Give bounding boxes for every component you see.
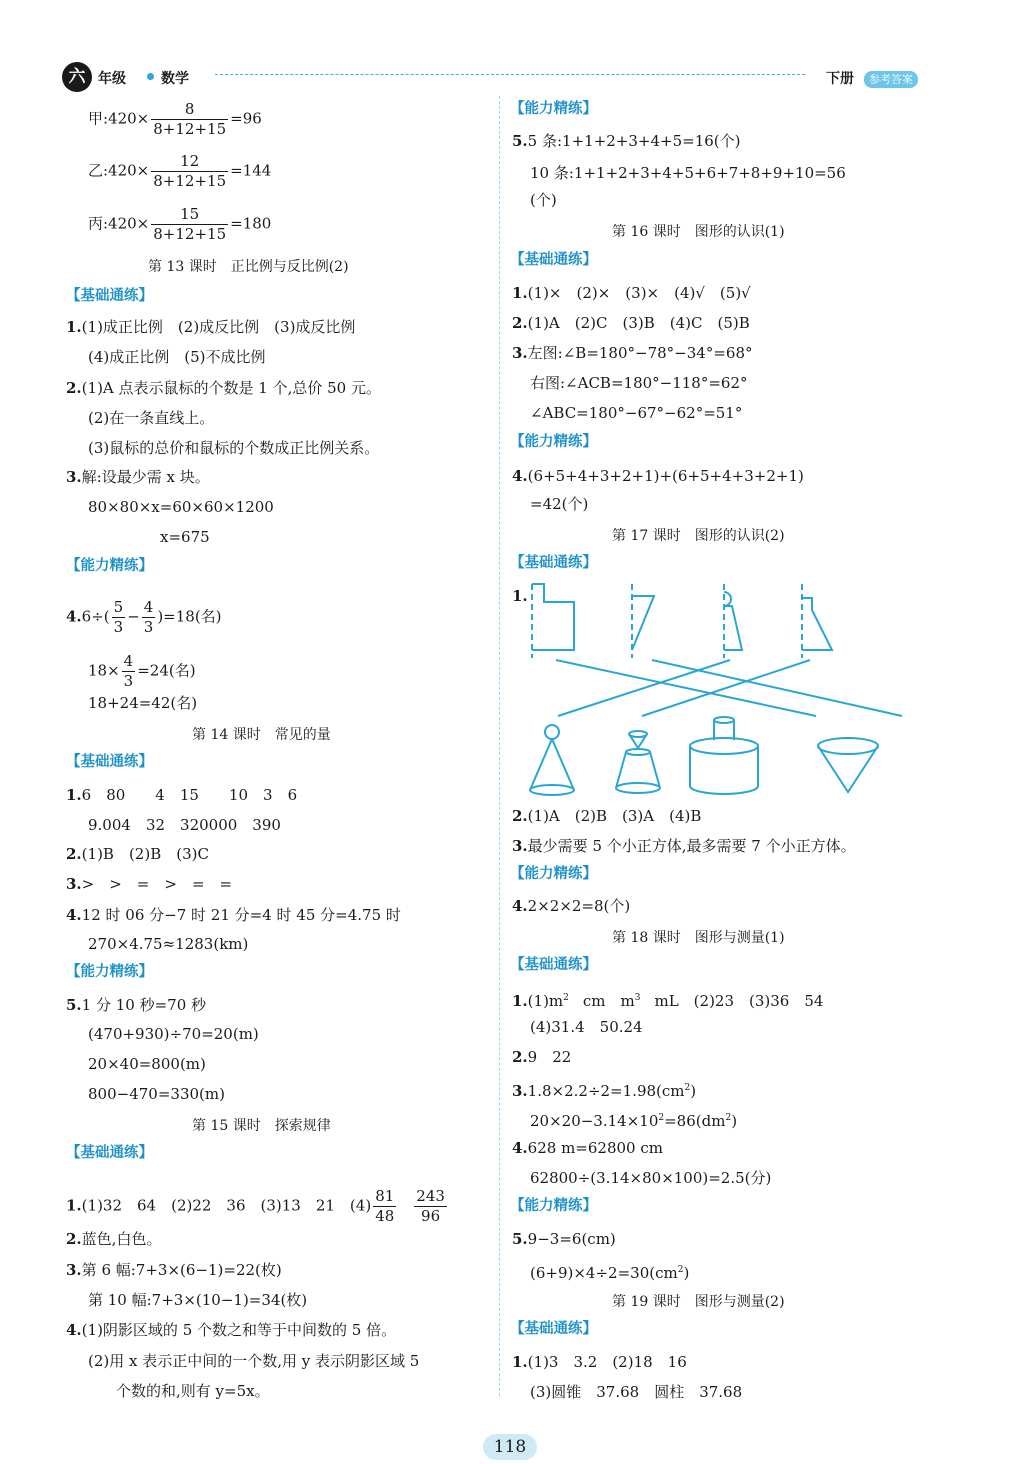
grade-label: 年级 <box>98 71 126 87</box>
answer-text: 蓝色,白色。 <box>81 1230 162 1248</box>
answer-line: 270×4.75≈1283(km) <box>88 935 249 953</box>
expr-prefix: 甲:420× <box>88 109 150 128</box>
item-number: 4. <box>512 467 528 485</box>
lesson-title-17: 第 17 课时 图形的认识(2) <box>612 528 785 544</box>
fraction <box>151 205 228 244</box>
fraction <box>122 652 136 691</box>
frustum-with-cone-solid <box>616 731 660 793</box>
section-basic: 【基础通练】 <box>66 288 153 304</box>
numerator: 8 <box>184 100 195 118</box>
answer-line <box>530 1260 689 1283</box>
answer-text: 最少需要 5 个小正方体,最多需要 7 个小正方体。 <box>527 837 856 855</box>
expr-part: =24(名) <box>137 661 196 680</box>
answer-text: (6+5+4+3+2+1)+(6+5+4+3+2+1) <box>527 467 804 485</box>
answer-text: cm m <box>582 992 635 1010</box>
item-number: 5. <box>512 132 528 150</box>
lesson-title-15: 第 15 课时 探索规律 <box>192 1118 331 1134</box>
superscript: 2 <box>684 1083 691 1093</box>
section-basic: 【基础通练】 <box>510 555 597 571</box>
answer-line: (3)鼠标的总价和鼠标的个数成正比例关系。 <box>88 439 380 457</box>
fraction <box>142 598 156 637</box>
fraction <box>414 1187 447 1226</box>
item-number: 3. <box>66 468 82 486</box>
answer-text: (1)A (2)B (3)A (4)B <box>527 807 702 825</box>
item-number: 2. <box>512 314 528 332</box>
lesson-title-13: 第 13 课时 正比例与反比例(2) <box>148 259 349 275</box>
item-number: 2. <box>512 807 528 825</box>
fraction <box>151 100 228 139</box>
fraction <box>112 598 126 637</box>
answer-text: 20×20−3.14×10 <box>530 1112 659 1130</box>
item-number: 3. <box>512 837 528 855</box>
answer-line <box>512 1138 663 1158</box>
lesson-title-18: 第 18 课时 图形与测量(1) <box>612 930 785 946</box>
answer-line <box>66 467 210 487</box>
answer-text: 9 22 <box>527 1048 572 1066</box>
answer-text: (1)A (2)C (3)B (4)C (5)B <box>527 314 750 332</box>
item-number: 1. <box>66 1196 82 1215</box>
numerator: 243 <box>416 1187 445 1205</box>
answer-text: (1)32 64 (2)22 36 (3)13 21 (4) <box>81 1196 372 1215</box>
numerator: 4 <box>123 652 134 670</box>
section-ability: 【能力精练】 <box>510 866 597 882</box>
answer-line: (4)成正比例 (5)不成比例 <box>88 348 266 366</box>
answer-line: 个数的和,则有 y=5x。 <box>116 1382 270 1400</box>
answer-line <box>66 995 206 1015</box>
volume-label: 下册 <box>826 71 854 87</box>
numerator: 5 <box>113 598 124 616</box>
expr-part: 18× <box>88 661 120 680</box>
answer-line <box>66 905 401 925</box>
item-number: 2. <box>66 379 82 397</box>
item-number: 4. <box>66 1321 82 1339</box>
answer-text: 6 80 4 15 10 3 6 <box>81 786 298 804</box>
answer-text: 628 m=62800 cm <box>527 1139 663 1157</box>
answer-line <box>512 836 856 856</box>
denominator: 3 <box>143 618 154 636</box>
item-number: 4. <box>66 906 82 924</box>
answer-text: (1)成正比例 (2)成反比例 (3)成反比例 <box>81 318 356 336</box>
answer-text: ) <box>690 1082 697 1100</box>
lesson-title-19: 第 19 课时 图形与测量(2) <box>612 1294 785 1310</box>
answer-line <box>66 844 209 864</box>
item-number: 3. <box>512 344 528 362</box>
answer-line: (4)31.4 50.24 <box>530 1018 643 1036</box>
answer-text: (1)A 点表示鼠标的个数是 1 个,总价 50 元。 <box>81 379 381 397</box>
item-number: 4. <box>512 897 528 915</box>
answer-line <box>512 896 630 916</box>
column-divider <box>499 96 500 1396</box>
section-ability: 【能力精练】 <box>66 558 153 574</box>
item-number: 2. <box>66 845 82 863</box>
item-number: 1. <box>512 1353 528 1371</box>
answer-text: (1)阴影区域的 5 个数之和等于中间数的 5 倍。 <box>81 1321 397 1339</box>
half-rectangle-view <box>532 584 574 658</box>
answer-text: ) <box>731 1112 738 1130</box>
half-cone-with-ball-view <box>724 584 742 658</box>
numerator: 12 <box>180 152 200 170</box>
match-line <box>558 660 730 716</box>
expr-part: − <box>127 607 140 626</box>
expr-part: 6÷( <box>81 607 110 626</box>
item-number: 3. <box>66 875 82 893</box>
superscript: 2 <box>677 1265 684 1275</box>
answer-text: 第 6 幅:7+3×(6−1)=22(枚) <box>81 1261 282 1279</box>
answer-line <box>66 785 297 805</box>
cone-with-ball-solid <box>530 725 574 795</box>
item-number: 2. <box>66 1230 82 1248</box>
item-number: 1. <box>66 318 82 336</box>
item-number: 3. <box>66 1261 82 1279</box>
answer-line <box>512 1352 687 1372</box>
answer-line: =42(个) <box>530 495 589 513</box>
answer-text: (1)B (2)B (3)C <box>81 845 209 863</box>
answer-line: (470+930)÷70=20(m) <box>88 1025 259 1043</box>
item-number: 2. <box>512 1048 528 1066</box>
section-ability: 【能力精练】 <box>510 1198 597 1214</box>
stacked-cylinders-solid <box>690 717 758 794</box>
answer-line: (2)用 x 表示正中间的一个数,用 y 表示阴影区域 5 <box>88 1352 420 1370</box>
section-ability: 【能力精练】 <box>510 434 597 450</box>
fraction-line-yi <box>88 152 271 191</box>
header-rule <box>215 74 805 75</box>
section-basic: 【基础通练】 <box>510 1321 597 1337</box>
denominator: 8+12+15 <box>153 172 227 190</box>
answer-line <box>66 1260 282 1280</box>
lesson-title-16: 第 16 课时 图形的认识(1) <box>612 224 785 240</box>
item-number: 1. <box>66 786 82 804</box>
answer-text: (1)3 3.2 (2)18 16 <box>527 1353 687 1371</box>
section-basic: 【基础通练】 <box>510 957 597 973</box>
answer-text: 2×2×2=8(个) <box>527 897 631 915</box>
answer-line: ∠ABC=180°−67°−62°=51° <box>530 404 743 422</box>
item-number: 1. <box>512 284 528 302</box>
page-header <box>0 0 1020 96</box>
superscript: 3 <box>634 993 641 1003</box>
answer-line <box>512 1047 571 1067</box>
superscript: 2 <box>725 1113 732 1123</box>
fraction <box>151 152 228 191</box>
numerator: 15 <box>180 205 200 223</box>
expr-prefix: 乙:420× <box>88 161 150 180</box>
answer-text: (1)× (2)× (3)× (4)√ (5)√ <box>527 284 751 302</box>
inverted-cone-solid <box>818 738 878 792</box>
answer-line: 18+24=42(名) <box>88 694 198 712</box>
denominator: 8+12+15 <box>153 225 227 243</box>
answer-line: (3)圆锥 37.68 圆柱 37.68 <box>530 1383 743 1401</box>
answer-text: > > = > = = <box>81 875 233 893</box>
denominator: 48 <box>375 1207 395 1225</box>
half-trapezoid-view <box>802 584 832 658</box>
bullet-dot-icon <box>147 73 154 80</box>
answer-line: 80×80×x=60×60×1200 <box>88 498 274 516</box>
section-basic: 【基础通练】 <box>510 252 597 268</box>
grade-badge: 六 <box>62 62 92 92</box>
answer-text: 9−3=6(cm) <box>527 1230 616 1248</box>
item-number: 3. <box>512 1082 528 1100</box>
answer-text: 1.8×2.2÷2=1.98(cm <box>527 1082 685 1100</box>
answer-line: 第 10 幅:7+3×(10−1)=34(枚) <box>88 1291 308 1309</box>
answer-line <box>512 466 804 486</box>
answer-text: 5 条:1+1+2+3+4+5=16(个) <box>527 132 741 150</box>
item-number: 4. <box>66 607 82 626</box>
item-number: 5. <box>66 996 82 1014</box>
view-matching-figure <box>510 580 940 810</box>
answer-line <box>512 343 752 363</box>
denominator: 8+12+15 <box>153 120 227 138</box>
answer-text: =86(dm <box>664 1112 726 1130</box>
superscript: 2 <box>658 1113 665 1123</box>
item-number: 1. <box>512 587 528 605</box>
answer-line: 800−470=330(m) <box>88 1085 225 1103</box>
answer-line: 10 条:1+1+2+3+4+5+6+7+8+9+10=56 <box>530 164 846 182</box>
expr-result: =144 <box>230 161 272 180</box>
fraction-line-jia <box>88 100 262 139</box>
expr-result: =180 <box>230 214 272 233</box>
half-triangle-view <box>632 584 654 658</box>
answer-text: 12 时 06 分−7 时 21 分=4 时 45 分=4.75 时 <box>81 906 401 924</box>
page-number: 118 <box>483 1434 537 1460</box>
answer-text: (6+9)×4÷2=30(cm <box>530 1264 678 1282</box>
denominator: 96 <box>414 1206 447 1226</box>
item-number: 5. <box>512 1230 528 1248</box>
answer-line: x=675 <box>160 528 210 546</box>
item-number: 1. <box>512 992 528 1010</box>
answer-line: 62800÷(3.14×80×100)=2.5(分) <box>530 1169 772 1187</box>
answer-line: 9.004 32 320000 390 <box>88 816 281 834</box>
answer-line <box>66 1320 396 1340</box>
answer-text: (1)m <box>527 992 564 1010</box>
answer-line <box>66 1187 449 1226</box>
answer-line <box>66 1229 161 1249</box>
answer-line <box>512 1078 696 1101</box>
section-ability: 【能力精练】 <box>510 101 597 117</box>
answer-line <box>66 874 232 894</box>
answer-line: (个) <box>530 191 557 209</box>
section-basic: 【基础通练】 <box>66 754 153 770</box>
superscript: 2 <box>563 993 569 1003</box>
answer-text: 左图:∠B=180°−78°−34°=68° <box>527 344 753 362</box>
fraction <box>373 1187 396 1226</box>
answer-line <box>512 313 750 333</box>
answer-line <box>66 378 381 398</box>
answer-line <box>530 1108 737 1131</box>
answer-line <box>512 988 823 1011</box>
answer-line <box>512 1229 616 1249</box>
section-ability: 【能力精练】 <box>66 964 153 980</box>
denominator: 3 <box>123 672 134 690</box>
answer-line <box>512 283 751 303</box>
answer-text: mL (2)23 (3)36 54 <box>654 992 824 1010</box>
answer-text: 1 分 10 秒=70 秒 <box>81 996 207 1014</box>
answer-line <box>512 131 741 151</box>
answer-text: ) <box>683 1264 690 1282</box>
denominator: 3 <box>113 618 124 636</box>
lesson-title-14: 第 14 课时 常见的量 <box>192 727 331 743</box>
answer-line <box>512 806 701 826</box>
answer-tag: 参考答案 <box>864 71 918 88</box>
expr-part: )=18(名) <box>157 607 222 626</box>
numerator: 81 <box>375 1187 395 1205</box>
fraction-line-bing <box>88 205 271 244</box>
section-basic: 【基础通练】 <box>66 1145 153 1161</box>
answer-line: 20×40=800(m) <box>88 1055 206 1073</box>
subject-label: 数学 <box>161 71 189 87</box>
numerator: 4 <box>143 598 154 616</box>
answer-line <box>66 598 222 637</box>
expr-prefix: 丙:420× <box>88 214 150 233</box>
answer-line <box>66 317 355 337</box>
answer-line: 右图:∠ACB=180°−118°=62° <box>530 374 748 392</box>
expr-result: =96 <box>230 109 262 128</box>
answer-line <box>88 652 196 691</box>
match-line <box>642 660 810 716</box>
answer-text: 解:设最少需 x 块。 <box>81 468 210 486</box>
item-number: 4. <box>512 1139 528 1157</box>
answer-line: (2)在一条直线上。 <box>88 409 215 427</box>
